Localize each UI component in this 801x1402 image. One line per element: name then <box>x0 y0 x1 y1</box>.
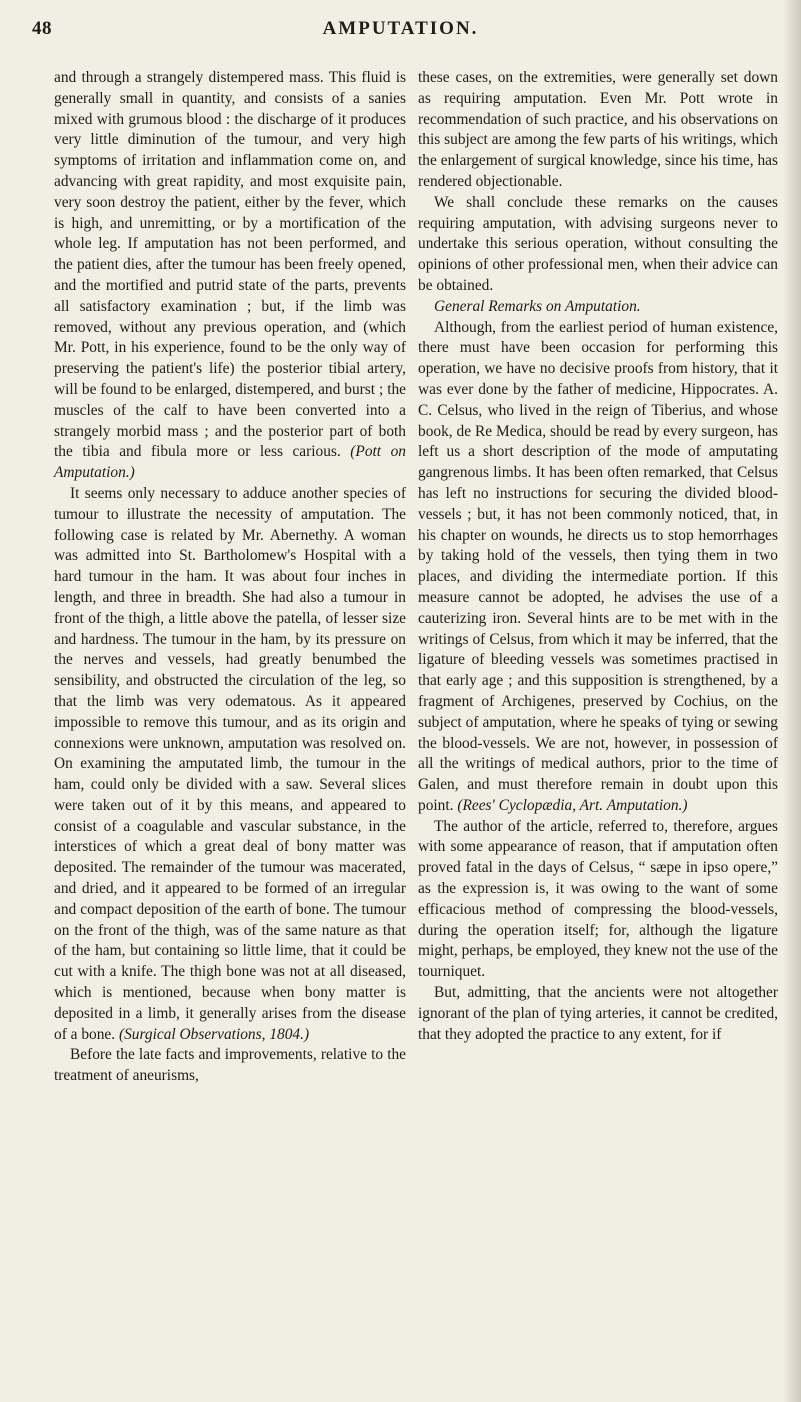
right-column <box>418 68 778 1045</box>
left-column <box>54 68 406 1087</box>
paragraph <box>54 68 406 484</box>
paragraph <box>54 1045 406 1087</box>
citation: (Pott on Amputation.) <box>54 443 406 482</box>
page-header <box>0 16 801 42</box>
citation: (Surgical Observations, 1804.) <box>118 1025 310 1043</box>
paragraph <box>418 817 778 983</box>
paragraph <box>418 193 778 297</box>
paragraph-text: Although, from the earliest period of human existence, there must have been occasion for performing this operation, we have no decisive proofs from history, that it was ever done by the father of medicine, Hippocrates. A. C. Celsus, who lived in the reign of Tiberius, and whose book, de Re Medica, should be read by every surgeon, has left us a short description of the mode of amputating gangrenous limbs. It has been often remarked, that Celsus has left no instructions for securing the divided blood-vessels ; but, it has not been commonly noticed, that, in his chapter on wounds, he directs us to stop hemorrhages by taking hold of the vessels, then tying them in two places, and dividing the intermediate portion. If this measure cannot be adopted, he advises the use of a cauterizing iron. Several hints are to be met with in the writings of Celsus, from which it may be inferred, that the ligature of bleeding vessels was sometimes practised in that early age ; and this supposition is strengthened, by a fragment of Archigenes, preserved by Cochius, on the subject of amputation, where he speaks of tying or sewing the blood-vessels. We are not, however, in possession of all the writings of medical authors, prior to the time of Galen, and must therefore remain in doubt upon this point. <box>418 318 778 814</box>
running-head: AMPUTATION. <box>322 18 479 39</box>
paragraph-text: Before the late facts and improvements, relative to the treatment of aneurisms, <box>54 1046 406 1085</box>
paragraph <box>418 318 778 817</box>
page-edge-shadow <box>783 0 801 1402</box>
citation: (Rees' Cyclopædia, Art. Amputation.) <box>457 796 688 814</box>
paragraph <box>418 983 778 1045</box>
page-number: 48 <box>32 18 52 39</box>
paragraph <box>418 68 778 193</box>
paragraph-text: The author of the article, referred to, therefore, argues with some appearance of reason, that if amputation often proved fatal in the days of Celsus, “ sæpe in ipso opere,” as the expression is, it was owing to the want of some efficacious method of compressing the blood-vessels, during the operation itself; for, although the ligature might, perhaps, be employed, they knew not the use of the tourniquet. <box>418 817 778 981</box>
paragraph-text: We shall conclude these remarks on the causes requiring amputation, with advising surgeons never to undertake this serious operation, without consulting the opinions of other professional men, when their advice can be obtained. <box>418 193 778 294</box>
paragraph-text: But, admitting, that the ancients were not altogether ignorant of the plan of tying arteries, it cannot be credited, that they adopted the practice to any extent, for if <box>418 984 778 1043</box>
paragraph <box>54 484 406 1046</box>
paragraph-text: and through a strangely distempered mass. This fluid is generally small in quantity, and consists of a sanies mixed with grumous blood : the discharge of it produces very little diminution of the tumour, and very high symptoms of irritation and inflammation come on, and advancing with great rapidity, and most exquisite pain, very soon destroy the patient, either by the fever, which is high, and unremitting, or by a mortification of the whole leg. If amputation has not been performed, and the patient dies, after the tumour has been freely opened, and the mortified and putrid state of the parts, prevents all satisfactory examination ; but, if the limb was removed, without any previous operation, and (which Mr. Pott, in his experience, found to be the only way of preserving the patient's life) the posterior tibial artery, will be found to be enlarged, distempered, and burst ; the muscles of the calf to have been converted into a strangely morbid mass ; and the posterior part of both the tibia and fibula more or less carious. <box>54 69 406 461</box>
paragraph-text: these cases, on the extremities, were generally set down as requiring amputation. Even Mr. Pott wrote in recommendation of such practice, and his observations on this subject are among the few parts of his writings, which the enlargement of surgical knowledge, since his time, has rendered objectionable. <box>418 69 778 190</box>
section-heading: General Remarks on Amputation. <box>434 297 641 315</box>
paragraph-text: It seems only necessary to adduce another species of tumour to illustrate the necessity of amputation. The following case is related by Mr. Abernethy. A woman was admitted into St. Bartholomew's Hospital with a hard tumour in the ham. It was about four inches in length, and three in breadth. She had also a tumour in front of the thigh, a little above the patella, of lesser size and hardness. The tumour in the ham, by its pressure on the nerves and vessels, had greatly benumbed the sensibility, and obstructed the circulation of the leg, so that the limb was very odematous. As it appeared impossible to remove this tumour, and as its origin and connexions were unknown, amputation was resolved on. On examining the amputated limb, the tumour in the ham, could only be divided with a saw. Several slices were taken out of it by this means, and appeared to consist of a coagulable and vascular substance, in the interstices of which a great deal of bony matter was deposited. The remainder of the tumour was macerated, and dried, and it appeared to be formed of an irregular and compact deposition of the earth of bone. The tumour on the front of the thigh, was of the same nature as that of the ham, but containing so little lime, that it could be cut with a knife. The thigh bone was not at all diseased, which is mentioned, because when bony matter is deposited in a limb, it generally arises from the disease of a bone. <box>54 484 406 1043</box>
